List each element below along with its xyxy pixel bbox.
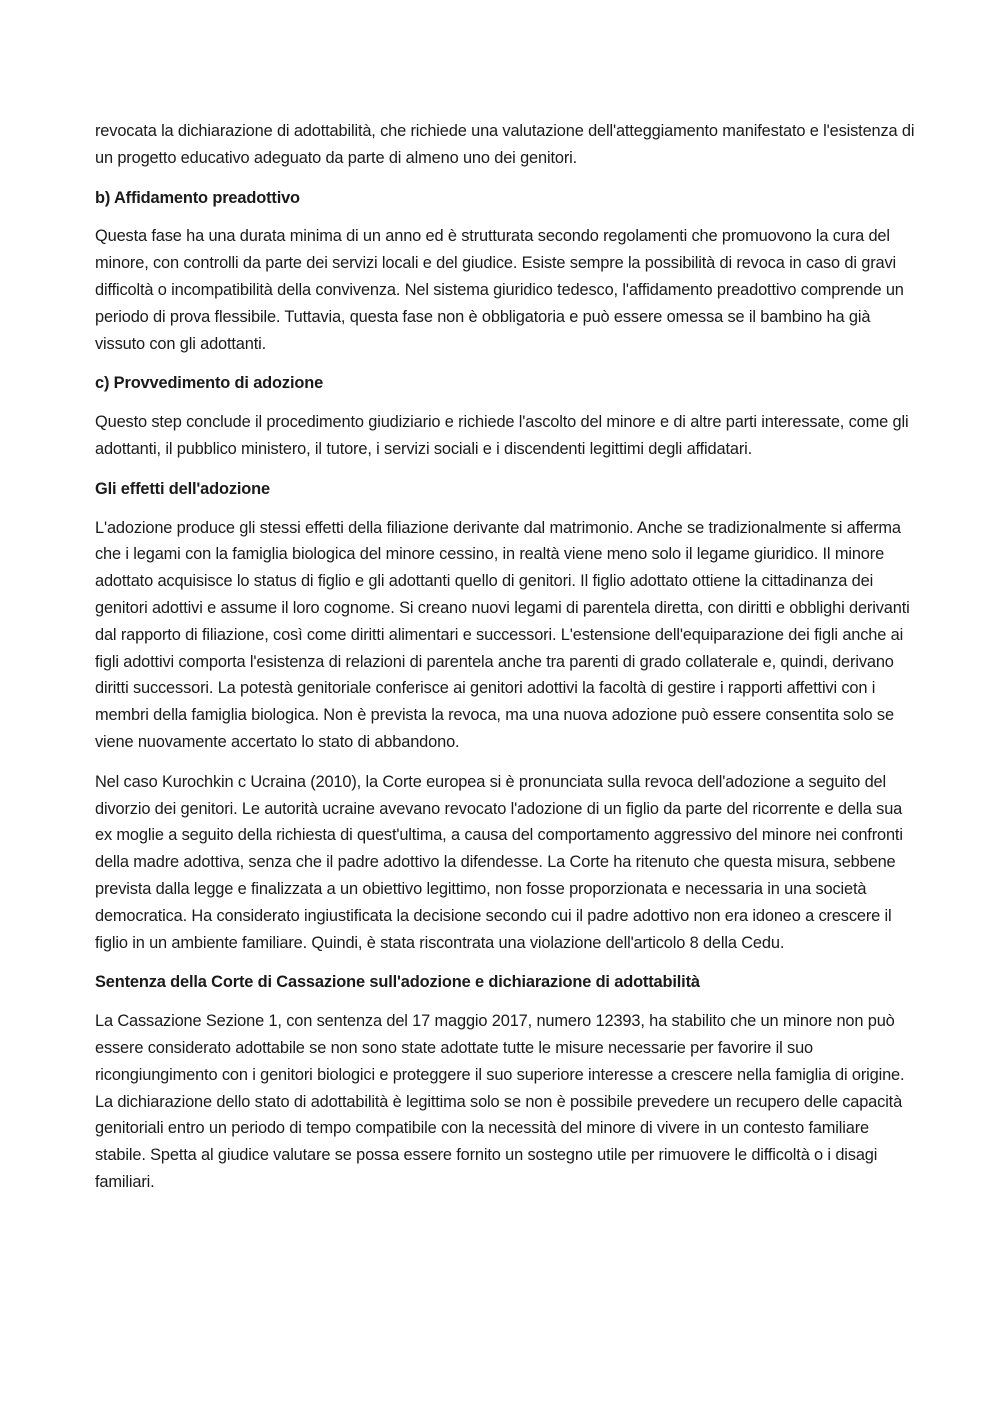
paragraph-effetti-adozione: L'adozione produce gli stessi effetti della filiazione derivante dal matrimonio. Anche se tradizionalmente si afferma che i legami con la famiglia biologica del minore cessino, in realtà viene meno solo il legame giuridico. Il minore adottato acquisisce lo status di figlio e gli adottanti quello di genitori. Il figlio adottato ottiene la cittadinanza dei genitori adottivi e assume il loro cognome. Si creano nuovi legami di parentela diretta, con diritti e obblighi derivanti dal rapporto di filiazione, così come diritti alimentari e successori. L'estensione dell'equiparazione dei figli anche ai figli adottivi comporta l'esistenza di relazioni di parentela anche tra parenti di grado collaterale e, quindi, derivano diritti successori. La potestà genitoriale conferisce ai genitori adottivi la facoltà di gestire i rapporti affettivi con i membri della famiglia biologica. Non è prevista la revoca, ma una nuova adozione può essere consentita solo se viene nuovamente accertato lo stato di abbandono. bbox=[95, 518, 910, 751]
document-page bbox=[95, 118, 915, 1209]
paragraph-adottabilita-revoca: revocata la dichiarazione di adottabilità, che richiede una valutazione dell'atteggiamento manifestato e l'esistenza di un progetto educativo adeguato da parte di almeno uno dei genitori. bbox=[95, 122, 915, 167]
paragraph-affidamento-preadottivo: Questa fase ha una durata minima di un anno ed è strutturata secondo regolamenti che promuovono la cura del minore, con controlli da parte dei servizi locali e del giudice. Esiste sempre la possibilità di revoca in caso di gravi difficoltà o incompatibilità della convivenza. Nel sistema giuridico tedesco, l'affidamento preadottivo comprende un periodo di prova flessibile. Tuttavia, questa fase non è obbligatoria e può essere omessa se il bambino ha già vissuto con gli adottanti. bbox=[95, 227, 904, 353]
heading-provvedimento-adozione: c) Provvedimento di adozione bbox=[95, 374, 324, 393]
paragraph-sentenza-cassazione: La Cassazione Sezione 1, con sentenza del 17 maggio 2017, numero 12393, ha stabilito che un minore non può essere considerato adottabile se non sono state adottate tutte le misure necessarie per favorire il suo ricongiungimento con i genitori biologici e proteggere il suo superiore interesse a crescere nella famiglia di origine. La dichiarazione dello stato di adottabilità è legittima solo se non è possibile prevedere un recupero delle capacità genitoriali entro un periodo di tempo compatibile con la necessità del minore di vivere in un contesto familiare stabile. Spetta al giudice valutare se possa essere fornito un sostegno utile per rimuovere le difficoltà o i disagi familiari. bbox=[95, 1012, 905, 1191]
heading-effetti-adozione: Gli effetti dell'adozione bbox=[95, 479, 270, 498]
paragraph-provvedimento-adozione: Questo step conclude il procedimento giudiziario e richiede l'ascolto del minore e di altre parti interessate, come gli adottanti, il pubblico ministero, il tutore, i servizi sociali e i discendenti legittimi degli affidatari. bbox=[95, 413, 909, 458]
paragraph-kurochkin-ucraina: Nel caso Kurochkin c Ucraina (2010), la Corte europea si è pronunciata sulla revoca dell'adozione a seguito del divorzio dei genitori. Le autorità ucraine avevano revocato l'adozione di un figlio da parte del ricorrente e della sua ex moglie a seguito della richiesta di quest'ultima, a causa del comportamento aggressivo del minore nei confronti della madre adottiva, senza che il padre adottivo la difendesse. La Corte ha ritenuto che questa misura, sebbene prevista dalla legge e finalizzata a un obiettivo legittimo, non fosse proporzionata e necessaria in una società democratica. Ha considerato ingiustificata la decisione secondo cui il padre adottivo non era idoneo a crescere il figlio in un ambiente familiare. Quindi, è stata riscontrata una violazione dell'articolo 8 della Cedu. bbox=[95, 772, 903, 952]
heading-affidamento-preadottivo: b) Affidamento preadottivo bbox=[95, 188, 300, 207]
heading-sentenza-cassazione: Sentenza della Corte di Cassazione sull'adozione e dichiarazione di adottabilità bbox=[95, 973, 700, 992]
